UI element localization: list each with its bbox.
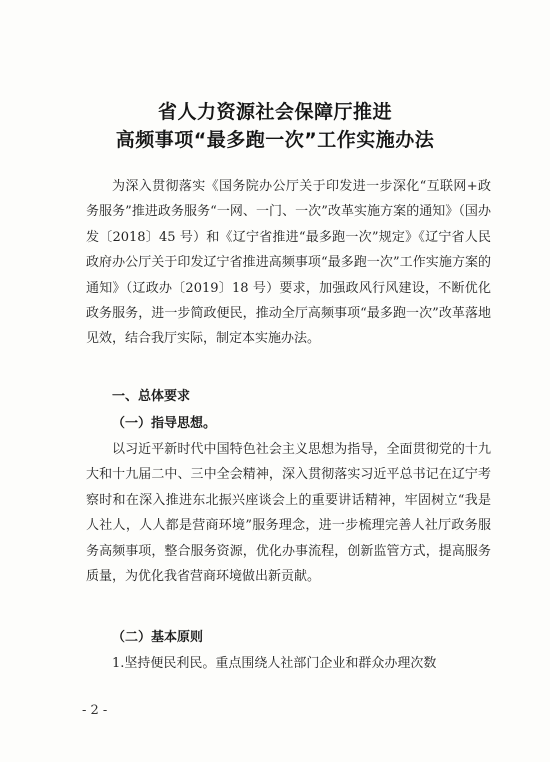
section-heading-general-requirements: 一、总体要求 xyxy=(112,389,191,404)
subsection-heading-basic-principles: （二）基本原则 xyxy=(112,630,204,645)
document-title-line-2: 高频事项“最多跑一次”工作实施办法 xyxy=(115,129,435,151)
intro-paragraph: 为深入贯彻落实《国务院办公厅关于印发进一步深化“互联网+政务服务”推进政务服务“一网、一门、一次”改革实施方案的通知》（国办发〔2018〕45 号）和《辽宁省推进“最多跑一次”规定》《辽宁省人民政府办公厅关于印发辽宁省推进高频事项“最多跑一次”工作实施方案的通知》（辽政办〔2019〕18 号）要求，加强政风行风建设，不断优化政务服务，进一步简政便民，推动全厅高频事项“最多跑一次”改革落地见效，结合我厅实际，制定本实施办法。 xyxy=(86,179,491,347)
document-title-line-1: 省人力资源社会保障厅推进 xyxy=(157,101,392,123)
principle-1-text: 1.坚持便民利民。重点围绕人社部门企业和群众办理次数 xyxy=(112,656,437,671)
subsection-heading-guiding-ideology: （一）指导思想。 xyxy=(112,416,217,431)
guiding-ideology-paragraph: 以习近平新时代中国特色社会主义思想为指导，全面贯彻党的十九大和十九届二中、三中全会精神，深入贯彻落实习近平总书记在辽宁考察时和在深入推进东北振兴座谈会上的重要讲话精神，牢固树立“我是人社人，人人都是营商环境”服务理念，进一步梳理完善人社厅政务服务高频事项，整合服务资源，优化办事流程，创新监管方式，提高服务质量，为优化我省营商环境做出新贡献。 xyxy=(86,442,491,585)
page-number: - 2 - xyxy=(82,703,108,718)
